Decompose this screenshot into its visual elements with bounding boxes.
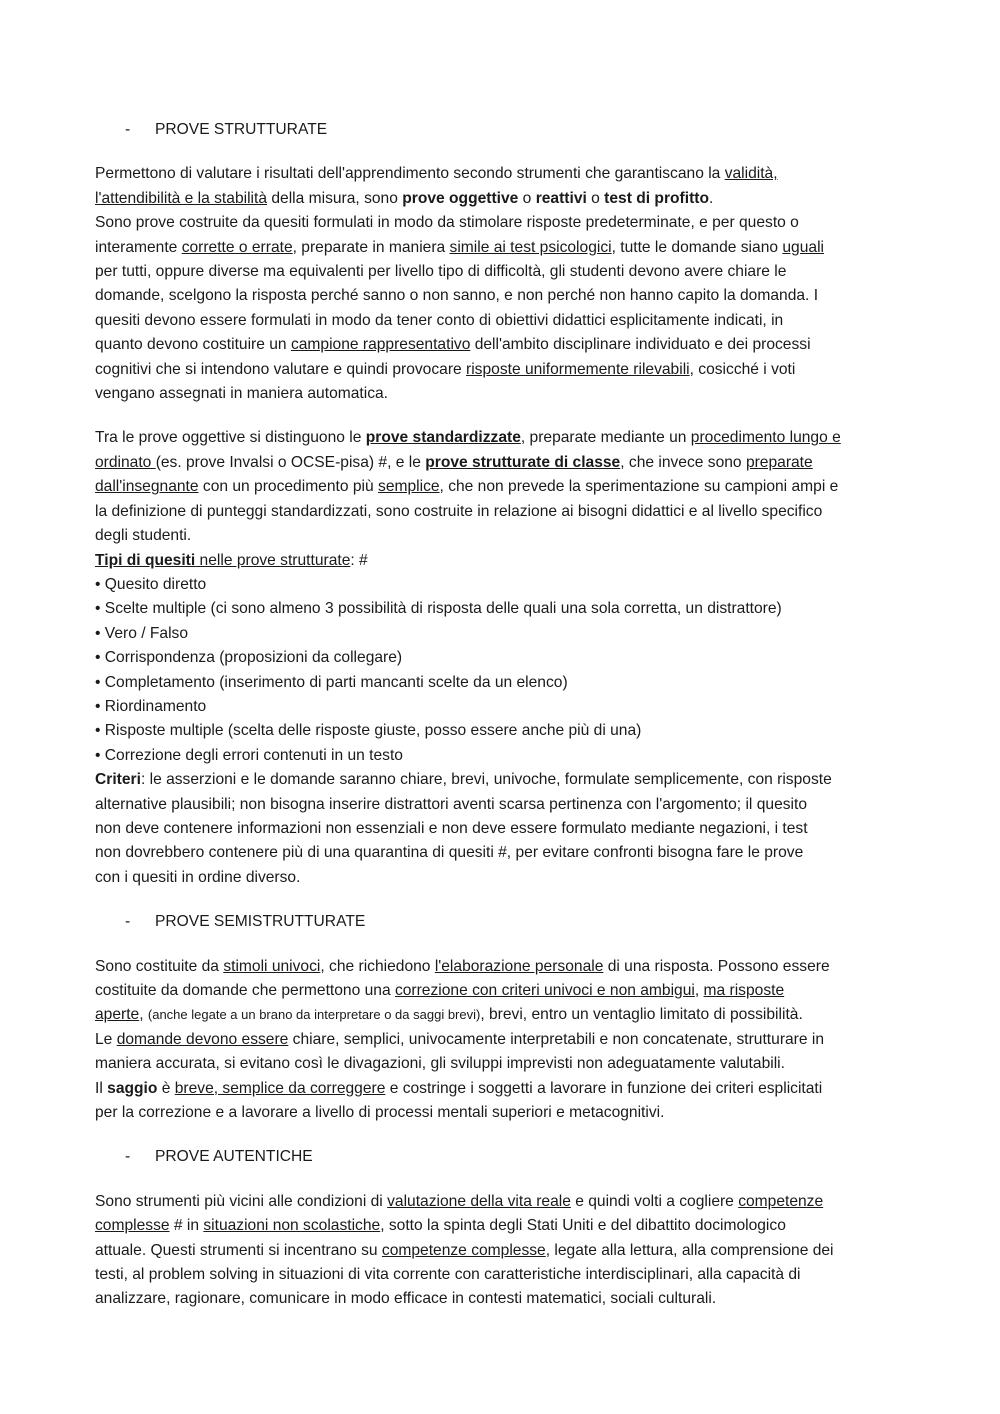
heading-dash: - (125, 913, 131, 931)
list-item: • Risposte multiple (scelta delle risposte giuste, posso essere anche più di una) (95, 722, 642, 740)
text: Permettono di valutare i risultati dell'apprendimento secondo strumenti che garantiscano la (95, 165, 725, 183)
text: o (518, 189, 536, 207)
bold-underlined-text: prove strutturate di classe (425, 453, 621, 471)
underlined-text: competenze complesse (381, 1241, 546, 1259)
text: con un procedimento più (198, 478, 379, 496)
text: . (708, 189, 714, 207)
underlined-text: complesse (95, 1217, 170, 1235)
bold-text: test di profitto (604, 189, 709, 207)
bold-text: Criteri (95, 771, 141, 789)
paragraph-autentiche (95, 1190, 907, 1312)
text: , preparate mediante un (520, 429, 691, 447)
text-line: degli studenti. (95, 527, 192, 545)
list-item: • Vero / Falso (95, 624, 188, 642)
text-line: testi, al problem solving in situazioni di vita corrente con caratteristiche interdisciplinari, alla capacità di (95, 1266, 801, 1284)
heading-dash: - (125, 121, 131, 138)
underlined-text: l'elaborazione personale (434, 957, 604, 975)
text: attuale. Questi strumenti si incentrano su (95, 1241, 382, 1259)
underlined-text: breve, semplice da correggere (174, 1079, 386, 1097)
text: : # (350, 551, 368, 569)
text: Le (95, 1030, 117, 1048)
text-line: non deve contenere informazioni non essenziali e non deve essere formulato mediante negazioni, i test (95, 819, 808, 837)
list-item: • Correzione degli errori contenuti in un testo (95, 746, 403, 764)
text: o (586, 189, 605, 207)
text: , (139, 1006, 148, 1024)
text-line: con i quesiti in ordine diverso. (95, 868, 301, 886)
text: , che richiedono (320, 957, 435, 975)
heading-title: PROVE STRUTTURATE (155, 121, 328, 138)
text: , che non prevede la sperimentazione su campioni ampi e (439, 478, 839, 496)
text: : le asserzioni e le domande saranno chiare, brevi, univoche, formulate semplicemente, con risposte (140, 771, 832, 789)
list-item: • Quesito diretto (95, 575, 207, 593)
tipi-quesiti-label (95, 549, 907, 573)
underlined-text: l'attendibilità e la stabilità (95, 189, 268, 207)
underlined-text: procedimento lungo e (690, 429, 841, 447)
underlined-text: stimoli univoci (223, 957, 321, 975)
underlined-text: situazioni non scolastiche (203, 1217, 381, 1235)
text: Sono strumenti più vicini alle condizioni di (95, 1192, 388, 1210)
underlined-text: preparate (745, 453, 813, 471)
text: quanto devono costituire un (95, 336, 291, 354)
text-line: per la correzione e a lavorare a livello di processi mentali superiori e metacognitivi. (95, 1104, 665, 1122)
document-page (95, 118, 907, 1332)
underlined-text: domande devono essere (116, 1030, 289, 1048)
underlined-text: valutazione della vita reale (387, 1192, 571, 1210)
text: chiare, semplici, univocamente interpretabili e non concatenate, strutturare in (288, 1030, 825, 1048)
text: , cosicché i voti (689, 360, 796, 378)
text: , preparate in maniera (292, 238, 450, 256)
underlined-text: validità, (724, 165, 778, 183)
text: , legate alla lettura, alla comprensione dei (545, 1241, 834, 1259)
heading-prove-strutturate (95, 118, 907, 142)
heading-prove-semistrutturate (95, 910, 907, 934)
bold-underlined-text: prove standardizzate (365, 429, 521, 447)
text: , (694, 982, 704, 999)
underlined-text: ordinato (95, 453, 156, 471)
text-line: analizzare, ragionare, comunicare in modo efficace in contesti matematici, sociali culturali. (95, 1290, 717, 1308)
heading-title: PROVE SEMISTRUTTURATE (155, 913, 366, 931)
heading-title: PROVE AUTENTICHE (155, 1148, 313, 1166)
heading-dash: - (125, 1148, 131, 1166)
text-line: vengano assegnati in maniera automatica. (95, 385, 388, 403)
text-line: Sono prove costruite da quesiti formulati in modo da stimolare risposte predeterminate, e per questo o (95, 214, 799, 232)
text: Sono costituite da (95, 957, 224, 975)
list-item: • Completamento (inserimento di parti mancanti scelte da un elenco) (95, 673, 568, 691)
underlined-text: corrette o errate (181, 238, 293, 256)
text: , che invece sono (620, 453, 746, 471)
underlined-text: aperte (95, 1006, 140, 1024)
text: e quindi volti a cogliere (570, 1192, 739, 1210)
underlined-text: uguali (782, 238, 824, 256)
text: , sotto la spinta degli Stati Uniti e del dibattito docimologico (380, 1217, 786, 1235)
text: è (157, 1079, 175, 1097)
underlined-text: correzione con criteri univoci e non ambigui (394, 982, 695, 999)
underlined-text: campione rappresentativo (290, 336, 471, 354)
underlined-text: ma risposte (703, 982, 785, 999)
underlined-text: competenze (738, 1192, 824, 1210)
bold-text: prove oggettive (402, 189, 519, 207)
text-line: domande, scelgono la risposta perché sanno o non sanno, e non perché non hanno capito la domanda. I (95, 287, 819, 305)
text: , tutte le domande siano (611, 238, 783, 256)
text: di una risposta. Possono essere (603, 957, 830, 975)
text: Tra le prove oggettive si distinguono le (95, 429, 366, 447)
bold-underlined-text: Tipi di quesiti (95, 551, 196, 569)
underlined-text: risposte uniformemente rilevabili (466, 360, 690, 378)
text: costituite da domande che permettono una (95, 982, 395, 999)
paragraph-prove-oggettive (95, 426, 907, 890)
text: interamente (95, 238, 182, 256)
paragraph-semistrutturate (95, 955, 907, 1126)
text: dell'ambito disciplinare individuato e dei processi (470, 336, 811, 354)
text: della misura, sono (267, 189, 403, 207)
text: Il (95, 1079, 108, 1097)
underlined-text: simile ai test psicologici (449, 238, 612, 256)
text-line: la definizione di punteggi standardizzati, sono costruite in relazione ai bisogni didattici e al livello specifico (95, 502, 823, 520)
text: , brevi, entro un ventaglio limitato di possibilità. (480, 1006, 803, 1024)
small-text: (anche legate a un brano da interpretare o da saggi brevi) (147, 1007, 481, 1023)
underlined-text: semplice (378, 478, 440, 496)
list-item: • Riordinamento (95, 697, 207, 715)
list-item: • Scelte multiple (ci sono almeno 3 possibilità di risposta delle quali una sola corretta, un distrattore) (95, 600, 782, 618)
text: e costringe i soggetti a lavorare in funzione dei criteri esplicitati (385, 1079, 823, 1097)
text-line: per tutti, oppure diverse ma equivalenti per livello tipo di difficoltà, gli studenti devono avere chiare le (95, 263, 787, 281)
underlined-text: nelle prove strutturate (195, 551, 351, 569)
text: cognitivi che si intendono valutare e quindi provocare (95, 360, 467, 378)
bold-text: reattivi (535, 189, 587, 207)
text: (es. prove Invalsi o OCSE-pisa) #, e le (155, 453, 426, 471)
underlined-text: dall'insegnante (95, 478, 199, 496)
text: # in (169, 1217, 204, 1235)
heading-prove-autentiche (95, 1145, 907, 1169)
text-line: maniera accurata, si evitano così le divagazioni, gli sviluppi imprevisti non adeguatamente valutabili. (95, 1055, 785, 1073)
bold-text: saggio (107, 1079, 158, 1097)
text-line: alternative plausibili; non bisogna inserire distrattori aventi scarsa pertinenza con l'argomento; il quesito (95, 795, 808, 813)
text-line: non dovrebbero contenere più di una quarantina di quesiti #, per evitare confronti bisogna fare le prove (95, 844, 804, 862)
paragraph-strutturate-intro (95, 162, 907, 406)
text-line: quesiti devono essere formulati in modo da tener conto di obiettivi didattici esplicitamente indicati, in (95, 311, 784, 329)
list-item: • Corrispondenza (proposizioni da collegare) (95, 649, 403, 667)
